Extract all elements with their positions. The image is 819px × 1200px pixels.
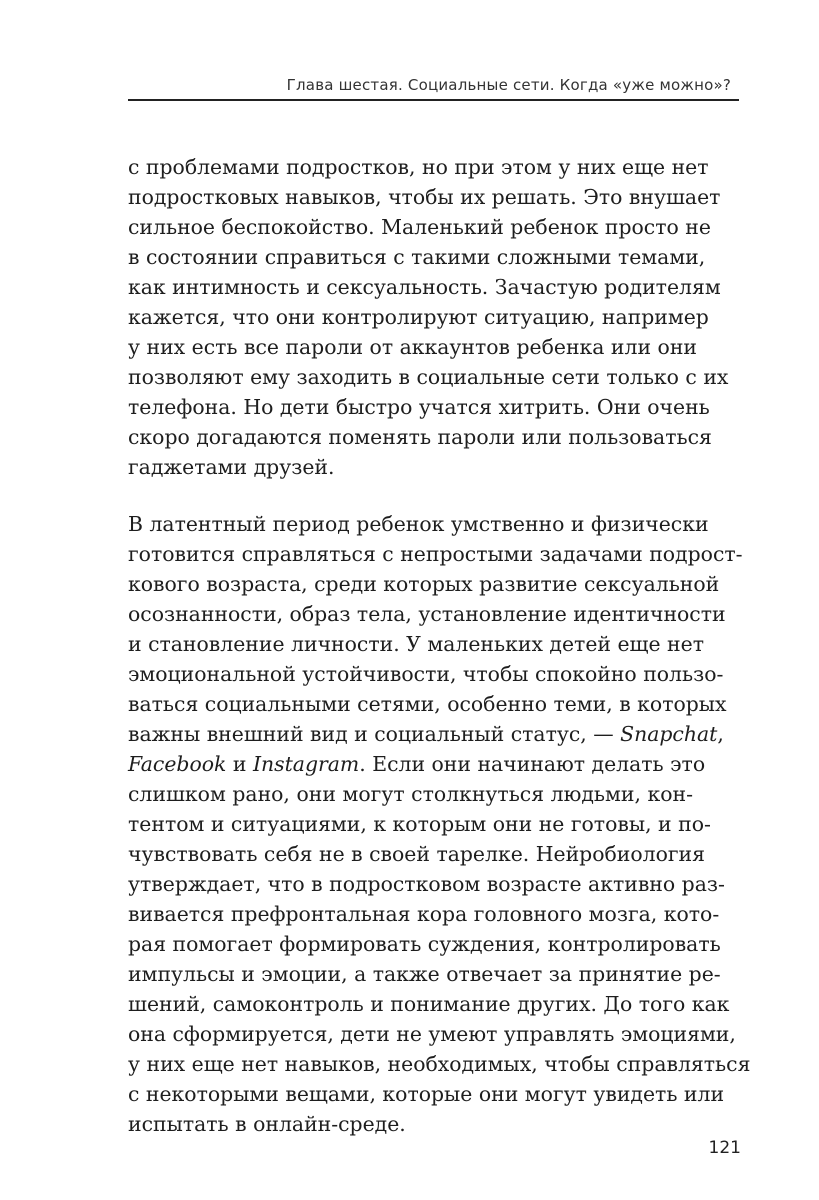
text-line [128, 719, 724, 749]
text-line: чувствовать себя не в своей тарелке. Нейробиология [128, 842, 706, 866]
text-line: ваться социальными сетями, особенно теми, в которых [128, 692, 727, 716]
text-line: В латентный период ребенок умственно и физически [128, 512, 709, 536]
text-line: с некоторыми вещами, которые они могут увидеть или [128, 1082, 725, 1106]
text-line: сильное беспокойство. Маленький ребенок просто не [128, 215, 711, 239]
text-line: шений, самоконтроль и понимание других. До того как [128, 992, 730, 1016]
text-line: в состоянии справиться с такими сложными темами, [128, 245, 706, 269]
text-line: она сформируется, дети не умеют управлять эмоциями, [128, 1022, 736, 1046]
text-line: гаджетами друзей. [128, 455, 335, 479]
text-line: тентом и ситуациями, к которым они не готовы, и по- [128, 812, 711, 836]
text-segment: и [226, 752, 253, 776]
text-line: подростковых навыков, чтобы их решать. Это внушает [128, 185, 721, 209]
text-line: с проблемами подростков, но при этом у них еще нет [128, 155, 709, 179]
text-line: у них еще нет навыков, необходимых, чтобы справляться [128, 1052, 751, 1076]
italic-brand-name: Facebook [128, 752, 227, 776]
italic-brand-name: Snapchat [620, 722, 718, 746]
text-line: как интимность и сексуальность. Зачастую родителям [128, 275, 721, 299]
header-rule [128, 99, 739, 101]
text-line: позволяют ему заходить в социальные сети только с их [128, 365, 729, 389]
text-segment: важны внешний вид и социальный статус, — [128, 722, 621, 746]
text-line: готовится справляться с непростыми задачами подрост- [128, 542, 743, 566]
text-line: испытать в онлайн-среде. [128, 1112, 406, 1136]
text-line: кажется, что они контролируют ситуацию, например [128, 305, 709, 329]
text-line: рая помогает формировать суждения, контролировать [128, 932, 721, 956]
italic-brand-name: Instagram [252, 752, 360, 776]
text-segment: . Если они начинают делать это [359, 752, 706, 776]
text-line: скоро догадаются поменять пароли или пользоваться [128, 425, 712, 449]
text-line: у них есть все пароли от аккаунтов ребенка или они [128, 335, 697, 359]
text-line: утверждает, что в подростковом возрасте активно раз- [128, 872, 725, 896]
page-number: 121 [708, 1138, 741, 1158]
text-line: кового возраста, среди которых развитие сексуальной [128, 572, 720, 596]
text-line: импульсы и эмоции, а также отвечает за принятие ре- [128, 962, 721, 986]
paragraph-gap [128, 482, 693, 509]
running-head: Глава шестая. Социальные сети. Когда «уже можно»? [286, 76, 731, 94]
text-segment: , [717, 722, 724, 746]
text-line [128, 749, 706, 779]
text-line: вивается префронтальная кора головного мозга, кото- [128, 902, 720, 926]
text-line: слишком рано, они могут столкнуться людьми, кон- [128, 782, 693, 806]
body-text [128, 152, 751, 1139]
text-line: осознанности, образ тела, установление идентичности [128, 602, 726, 626]
text-line: и становление личности. У маленьких детей еще нет [128, 632, 704, 656]
text-line: эмоциональной устойчивости, чтобы спокойно пользо- [128, 662, 724, 686]
text-line: телефона. Но дети быстро учатся хитрить. Они очень [128, 395, 710, 419]
